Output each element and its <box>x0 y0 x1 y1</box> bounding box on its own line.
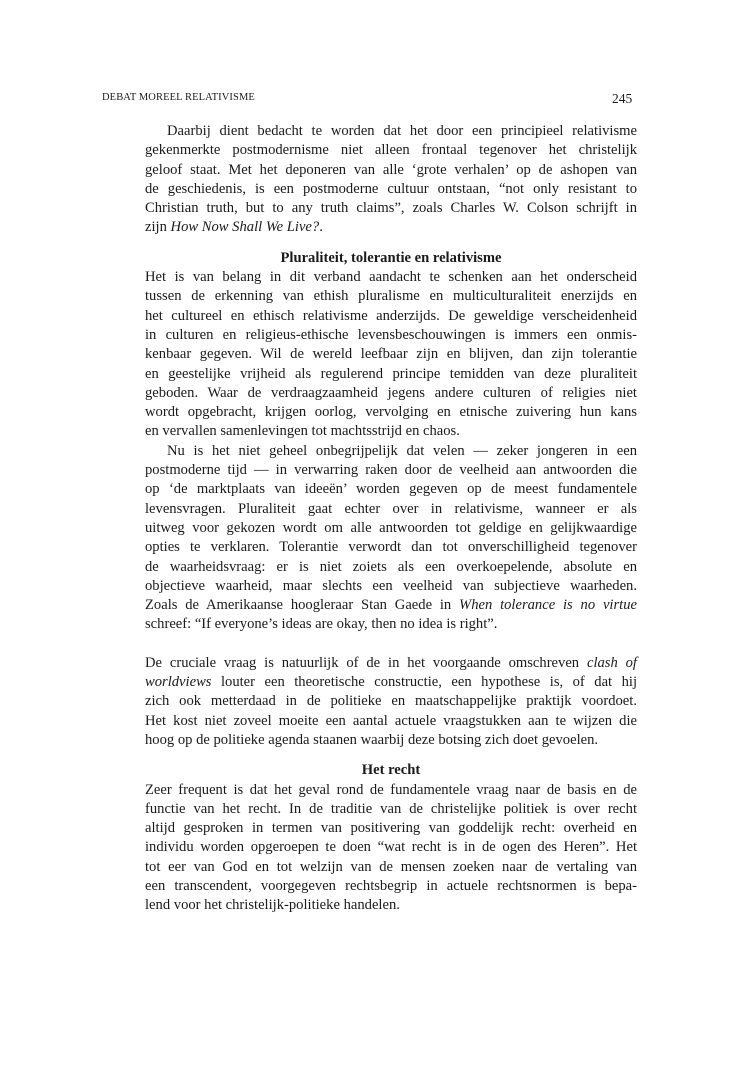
paragraph-recht <box>145 781 637 916</box>
text-line: op ‘de marktplaats van ideeën’ worden gegeven op de meest fundamentele <box>145 481 637 498</box>
text-line: uitweg voor gekozen wordt om alle antwoorden tot geldige en gelijkwaardige <box>145 519 637 536</box>
text-line: het cultureel en ethisch relativisme anderzijds. De geweldige verscheidenheid <box>145 307 637 324</box>
text-line: Het is van belang in dit verband aandacht te schenken aan het onderscheid <box>145 269 637 286</box>
paragraph-pluraliteit-2 <box>145 442 637 635</box>
paragraph-pluraliteit-1 <box>145 268 637 442</box>
text-line: de waarheidsvraag: er is niet zoiets als een overkoepelende, absolute en <box>145 558 637 575</box>
text-line: in culturen en religieus-ethische levensbeschouwingen is immers een onmis- <box>145 326 637 343</box>
text-line: zijn How Now Shall We Live?. <box>145 219 323 236</box>
text-line: Het kost niet zoveel moeite een aantal actuele vraagstukken aan te wijzen die <box>145 712 637 729</box>
text-line: kenbaar gegeven. Wil de wereld leefbaar zijn en blijven, dan zijn tolerantie <box>145 346 637 363</box>
section-heading-recht: Het recht <box>361 762 421 779</box>
book-title-italic: When tolerance is no virtue <box>459 597 637 614</box>
text-line: opties te verklaren. Tolerantie verwordt dan tot onverschilligheid tegenover <box>145 539 637 556</box>
term-italic: clash of <box>586 654 637 671</box>
text-line: geboden. Waar de verdraagzaamheid jegens andere culturen of religies niet <box>145 384 637 401</box>
text-line: een transcendent, voorgegeven rechtsbegrip in actuele rechtsnormen is bepa- <box>145 877 637 894</box>
text-line: worldviews louter een theoretische constructie, een hypothese is, of dat hij <box>145 674 637 691</box>
text-line: gekenmerkte postmodernisme niet alleen frontaal tegenover het christelijk <box>145 142 637 159</box>
text-line: tot eer van God en tot welzijn van de mensen zoeken naar de vertaling van <box>145 858 637 875</box>
term-italic: worldviews <box>145 674 212 691</box>
text-line: lend voor het christelijk-politieke handelen. <box>145 897 400 914</box>
text-line: functie van het recht. In de traditie van de christelijke politiek is over recht <box>145 800 637 817</box>
text-line: Nu is het niet geheel onbegrijpelijk dat velen — zeker jongeren in een <box>167 442 637 459</box>
text-line: postmoderne tijd — in verwarring raken door de veelheid aan antwoorden die <box>145 462 637 479</box>
text-line: tussen de erkenning van ethish pluralisme en multiculturaliteit enerzijds en <box>145 288 637 305</box>
text-line: De cruciale vraag is natuurlijk of de in het voorgaande omschreven clash of <box>145 654 637 671</box>
text-line: hoog op de politieke agenda staanen waarbij deze botsing zich doet gevoelen. <box>145 731 599 748</box>
page-number: 245 <box>612 91 633 106</box>
page-body <box>145 122 637 916</box>
text-line: de geschiedenis, is een postmoderne cultuur ontstaan, “not only resistant to <box>145 180 637 197</box>
text-line: en geestelijke vrijheid als regulerend principe temidden van deze pluraliteit <box>145 365 637 382</box>
text-line: schreef: “If everyone’s ideas are okay, then no idea is right”. <box>145 616 498 633</box>
running-head: DEBAT MOREEL RELATIVISME <box>102 92 255 103</box>
section-heading-pluraliteit: Pluraliteit, tolerantie en relativisme <box>280 249 502 266</box>
text-line: altijd gesproken in termen van positivering van goddelijk recht: overheid en <box>145 820 637 837</box>
paragraph-intro <box>145 122 637 238</box>
text-line: Christian truth, but to any truth claims”, zoals Charles W. Colson schrijft in <box>145 200 637 217</box>
text-line: geloof staat. Met het deponeren van alle ‘grote verhalen’ op de ashopen van <box>145 161 637 178</box>
text-line: en vervallen samenlevingen tot machtsstrijd en chaos. <box>145 423 460 440</box>
text-line: Daarbij dient bedacht te worden dat het door een principieel relativisme <box>167 123 637 139</box>
paragraph-clash <box>145 654 637 750</box>
text-line: zich ook metterdaad in de politieke en maatschappelijke praktijk voordoet. <box>145 693 637 710</box>
text-line: individu worden opgeroepen te doen “wat recht is in de ogen des Heren”. Het <box>145 839 637 856</box>
text-line: Zeer frequent is dat het geval rond de fundamentele vraag naar de basis en de <box>145 781 637 798</box>
text-line: Zoals de Amerikaanse hoogleraar Stan Gaede in When tolerance is no virtue <box>145 597 637 614</box>
book-title-italic: How Now Shall We Live? <box>170 219 320 236</box>
text-line: levensvragen. Pluraliteit gaat echter over in relativisme, wanneer er als <box>145 500 637 517</box>
text-line: wordt opgebracht, krijgen oorlog, vervolging en etnische zuivering hun kans <box>145 404 637 421</box>
text-line: objectieve waarheid, maar slechts een veelheid van subjectieve waarheden. <box>145 577 637 594</box>
